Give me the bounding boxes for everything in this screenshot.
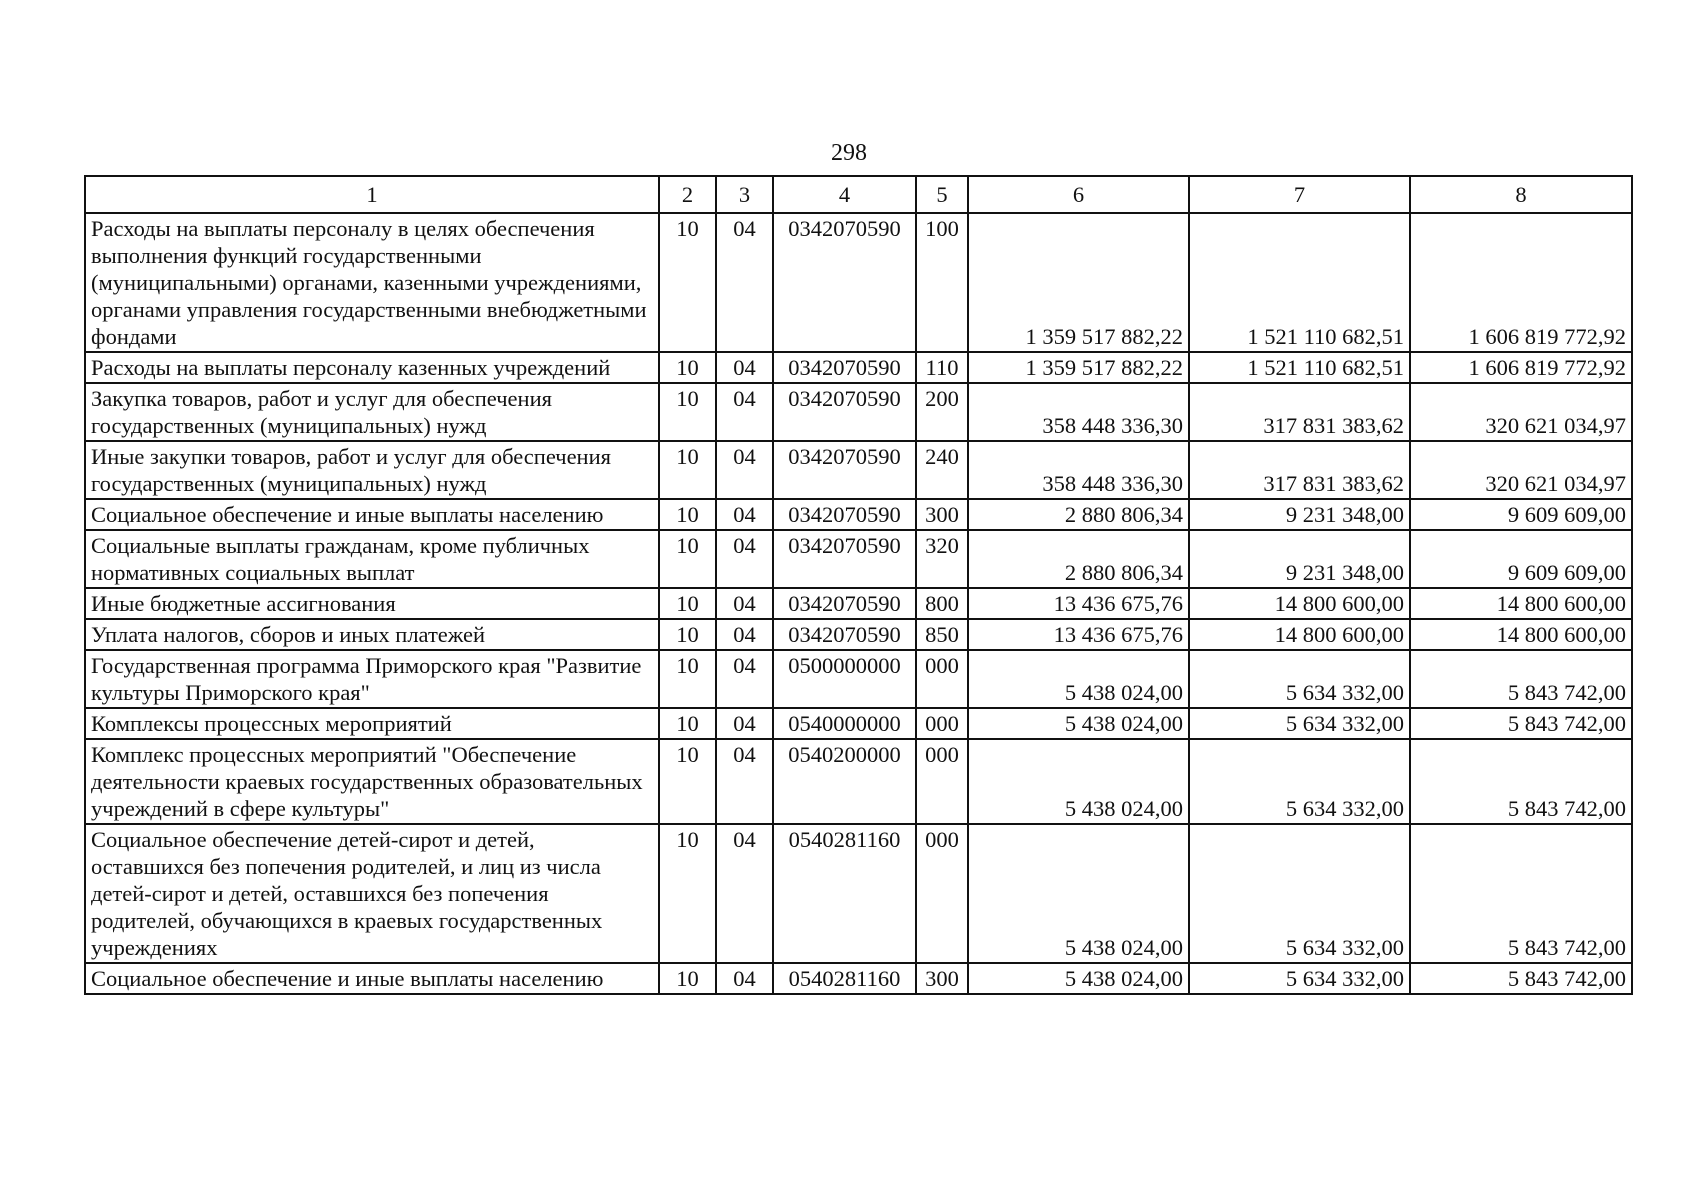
amount-cell: 1 359 517 882,22 — [968, 213, 1189, 352]
row-name-cell: Закупка товаров, работ и услуг для обеспечения государственных (муниципальных) нужд — [85, 383, 659, 441]
table-row — [85, 739, 1632, 824]
table-row — [85, 383, 1632, 441]
amount-cell: 2 880 806,34 — [968, 530, 1189, 588]
expense-type-cell: 200 — [916, 383, 968, 441]
subsection-code-cell: 04 — [716, 441, 773, 499]
table-row — [85, 824, 1632, 963]
header-cell: 7 — [1189, 176, 1410, 213]
amount-cell: 14 800 600,00 — [1410, 619, 1632, 650]
amount-cell: 9 231 348,00 — [1189, 530, 1410, 588]
page-number: 298 — [831, 140, 867, 166]
row-name-cell: Комплекс процессных мероприятий "Обеспечение деятельности краевых государственных образовательных учреждений в сфере культуры" — [85, 739, 659, 824]
amount-cell: 5 634 332,00 — [1189, 963, 1410, 994]
budget-table — [84, 175, 1633, 995]
subsection-code-cell: 04 — [716, 619, 773, 650]
section-code-cell: 10 — [659, 383, 716, 441]
target-article-cell: 0540281160 — [773, 824, 916, 963]
amount-cell: 5 438 024,00 — [968, 739, 1189, 824]
amount-cell: 5 843 742,00 — [1410, 824, 1632, 963]
subsection-code-cell: 04 — [716, 824, 773, 963]
section-code-cell: 10 — [659, 650, 716, 708]
target-article-cell: 0342070590 — [773, 213, 916, 352]
amount-cell: 2 880 806,34 — [968, 499, 1189, 530]
amount-cell: 5 438 024,00 — [968, 824, 1189, 963]
subsection-code-cell: 04 — [716, 708, 773, 739]
target-article-cell: 0540281160 — [773, 963, 916, 994]
row-name-cell: Уплата налогов, сборов и иных платежей — [85, 619, 659, 650]
subsection-code-cell: 04 — [716, 352, 773, 383]
amount-cell: 5 634 332,00 — [1189, 708, 1410, 739]
amount-cell: 1 521 110 682,51 — [1189, 352, 1410, 383]
table-row — [85, 530, 1632, 588]
table-row — [85, 708, 1632, 739]
section-code-cell: 10 — [659, 499, 716, 530]
target-article-cell: 0342070590 — [773, 441, 916, 499]
header-row — [85, 176, 1632, 213]
expense-type-cell: 240 — [916, 441, 968, 499]
table-row — [85, 213, 1632, 352]
table-row — [85, 352, 1632, 383]
amount-cell: 14 800 600,00 — [1410, 588, 1632, 619]
table-row — [85, 588, 1632, 619]
expense-type-cell: 000 — [916, 708, 968, 739]
amount-cell: 9 609 609,00 — [1410, 530, 1632, 588]
expense-type-cell: 320 — [916, 530, 968, 588]
section-code-cell: 10 — [659, 739, 716, 824]
section-code-cell: 10 — [659, 441, 716, 499]
header-cell: 2 — [659, 176, 716, 213]
amount-cell: 1 606 819 772,92 — [1410, 213, 1632, 352]
row-name-cell: Комплексы процессных мероприятий — [85, 708, 659, 739]
target-article-cell: 0500000000 — [773, 650, 916, 708]
amount-cell: 5 634 332,00 — [1189, 824, 1410, 963]
row-name-cell: Расходы на выплаты персоналу казенных учреждений — [85, 352, 659, 383]
subsection-code-cell: 04 — [716, 588, 773, 619]
subsection-code-cell: 04 — [716, 499, 773, 530]
table-row — [85, 499, 1632, 530]
section-code-cell: 10 — [659, 619, 716, 650]
table-row — [85, 650, 1632, 708]
subsection-code-cell: 04 — [716, 383, 773, 441]
subsection-code-cell: 04 — [716, 739, 773, 824]
amount-cell: 5 843 742,00 — [1410, 739, 1632, 824]
target-article-cell: 0342070590 — [773, 588, 916, 619]
amount-cell: 358 448 336,30 — [968, 383, 1189, 441]
amount-cell: 13 436 675,76 — [968, 619, 1189, 650]
row-name-cell: Иные закупки товаров, работ и услуг для обеспечения государственных (муниципальных) нужд — [85, 441, 659, 499]
section-code-cell: 10 — [659, 824, 716, 963]
amount-cell: 317 831 383,62 — [1189, 441, 1410, 499]
target-article-cell: 0342070590 — [773, 619, 916, 650]
amount-cell: 14 800 600,00 — [1189, 588, 1410, 619]
table-row — [85, 963, 1632, 994]
target-article-cell: 0342070590 — [773, 383, 916, 441]
amount-cell: 9 609 609,00 — [1410, 499, 1632, 530]
expense-type-cell: 100 — [916, 213, 968, 352]
header-cell: 8 — [1410, 176, 1632, 213]
section-code-cell: 10 — [659, 213, 716, 352]
amount-cell: 5 843 742,00 — [1410, 708, 1632, 739]
expense-type-cell: 300 — [916, 963, 968, 994]
header-cell: 4 — [773, 176, 916, 213]
amount-cell: 14 800 600,00 — [1189, 619, 1410, 650]
amount-cell: 5 634 332,00 — [1189, 650, 1410, 708]
row-name-cell: Социальное обеспечение детей-сирот и детей, оставшихся без попечения родителей, и лиц из числа детей-сирот и детей, оставшихся без попечения родителей, обучающихся в краевых государственных учреждениях — [85, 824, 659, 963]
amount-cell: 5 634 332,00 — [1189, 739, 1410, 824]
amount-cell: 320 621 034,97 — [1410, 441, 1632, 499]
amount-cell: 320 621 034,97 — [1410, 383, 1632, 441]
amount-cell: 5 843 742,00 — [1410, 963, 1632, 994]
row-name-cell: Социальное обеспечение и иные выплаты населению — [85, 963, 659, 994]
amount-cell: 13 436 675,76 — [968, 588, 1189, 619]
amount-cell: 1 606 819 772,92 — [1410, 352, 1632, 383]
target-article-cell: 0540000000 — [773, 708, 916, 739]
row-name-cell: Социальное обеспечение и иные выплаты населению — [85, 499, 659, 530]
amount-cell: 358 448 336,30 — [968, 441, 1189, 499]
amount-cell: 5 843 742,00 — [1410, 650, 1632, 708]
amount-cell: 9 231 348,00 — [1189, 499, 1410, 530]
header-cell: 6 — [968, 176, 1189, 213]
target-article-cell: 0342070590 — [773, 499, 916, 530]
header-cell: 3 — [716, 176, 773, 213]
amount-cell: 1 359 517 882,22 — [968, 352, 1189, 383]
subsection-code-cell: 04 — [716, 650, 773, 708]
expense-type-cell: 000 — [916, 739, 968, 824]
row-name-cell: Социальные выплаты гражданам, кроме публичных нормативных социальных выплат — [85, 530, 659, 588]
amount-cell: 5 438 024,00 — [968, 708, 1189, 739]
expense-type-cell: 000 — [916, 824, 968, 963]
section-code-cell: 10 — [659, 588, 716, 619]
target-article-cell: 0540200000 — [773, 739, 916, 824]
amount-cell: 1 521 110 682,51 — [1189, 213, 1410, 352]
amount-cell: 5 438 024,00 — [968, 963, 1189, 994]
section-code-cell: 10 — [659, 708, 716, 739]
amount-cell: 5 438 024,00 — [968, 650, 1189, 708]
section-code-cell: 10 — [659, 352, 716, 383]
header-cell: 5 — [916, 176, 968, 213]
section-code-cell: 10 — [659, 963, 716, 994]
section-code-cell: 10 — [659, 530, 716, 588]
subsection-code-cell: 04 — [716, 530, 773, 588]
expense-type-cell: 800 — [916, 588, 968, 619]
row-name-cell: Государственная программа Приморского края "Развитие культуры Приморского края" — [85, 650, 659, 708]
expense-type-cell: 300 — [916, 499, 968, 530]
table-row — [85, 619, 1632, 650]
row-name-cell: Расходы на выплаты персоналу в целях обеспечения выполнения функций государственными (муниципальными) органами, казенными учреждениями, органами управления государственными внебюджетными фондами — [85, 213, 659, 352]
header-cell: 1 — [85, 176, 659, 213]
target-article-cell: 0342070590 — [773, 530, 916, 588]
amount-cell: 317 831 383,62 — [1189, 383, 1410, 441]
row-name-cell: Иные бюджетные ассигнования — [85, 588, 659, 619]
subsection-code-cell: 04 — [716, 963, 773, 994]
expense-type-cell: 110 — [916, 352, 968, 383]
expense-type-cell: 000 — [916, 650, 968, 708]
target-article-cell: 0342070590 — [773, 352, 916, 383]
subsection-code-cell: 04 — [716, 213, 773, 352]
table-row — [85, 441, 1632, 499]
expense-type-cell: 850 — [916, 619, 968, 650]
